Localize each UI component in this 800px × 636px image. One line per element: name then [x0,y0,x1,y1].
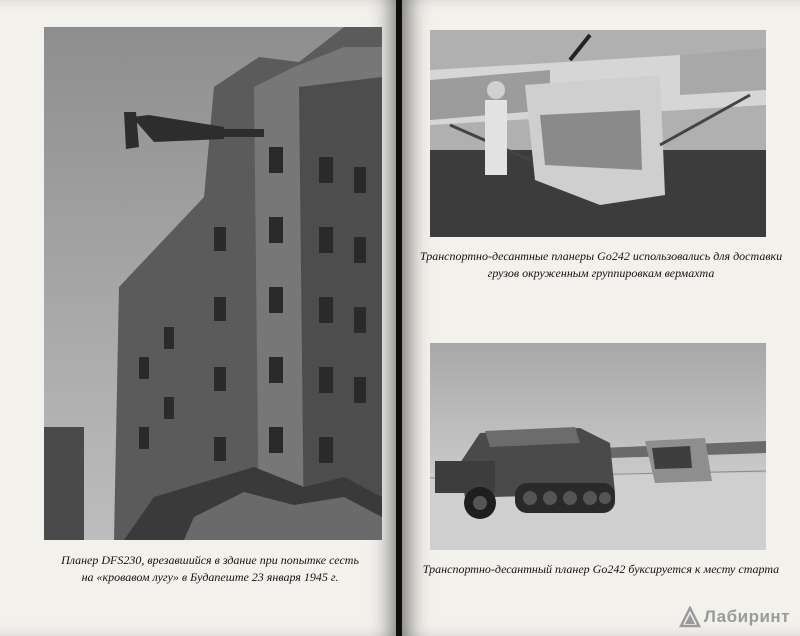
top-right-caption-line-1: Транспортно-десантные планеры Go242 использовались для доставки [419,249,783,263]
bottom-right-caption-text: Транспортно-десантный планер Go242 буксируется к месту старта [422,562,780,576]
glider-in-building-photo [44,27,382,540]
top-right-caption [416,248,786,282]
left-page [0,0,398,636]
watermark-text: Лабиринт [703,607,790,626]
bottom-right-caption [416,561,786,578]
labirint-watermark [679,606,790,628]
labirint-logo-icon [679,606,701,628]
right-page [402,0,800,636]
left-caption [30,552,390,586]
top-right-caption-line-2: грузов окруженным группировкам вермахта [487,266,715,280]
halftrack-towing-glider-photo [430,343,766,550]
left-caption-line-2: на «кровавом лугу» в Будапеште 23 января 1945 г. [81,570,339,584]
left-caption-line-1: Планер DFS230, врезавшийся в здание при попытке сесть [61,553,359,567]
go242-gliders-photo [430,30,766,237]
